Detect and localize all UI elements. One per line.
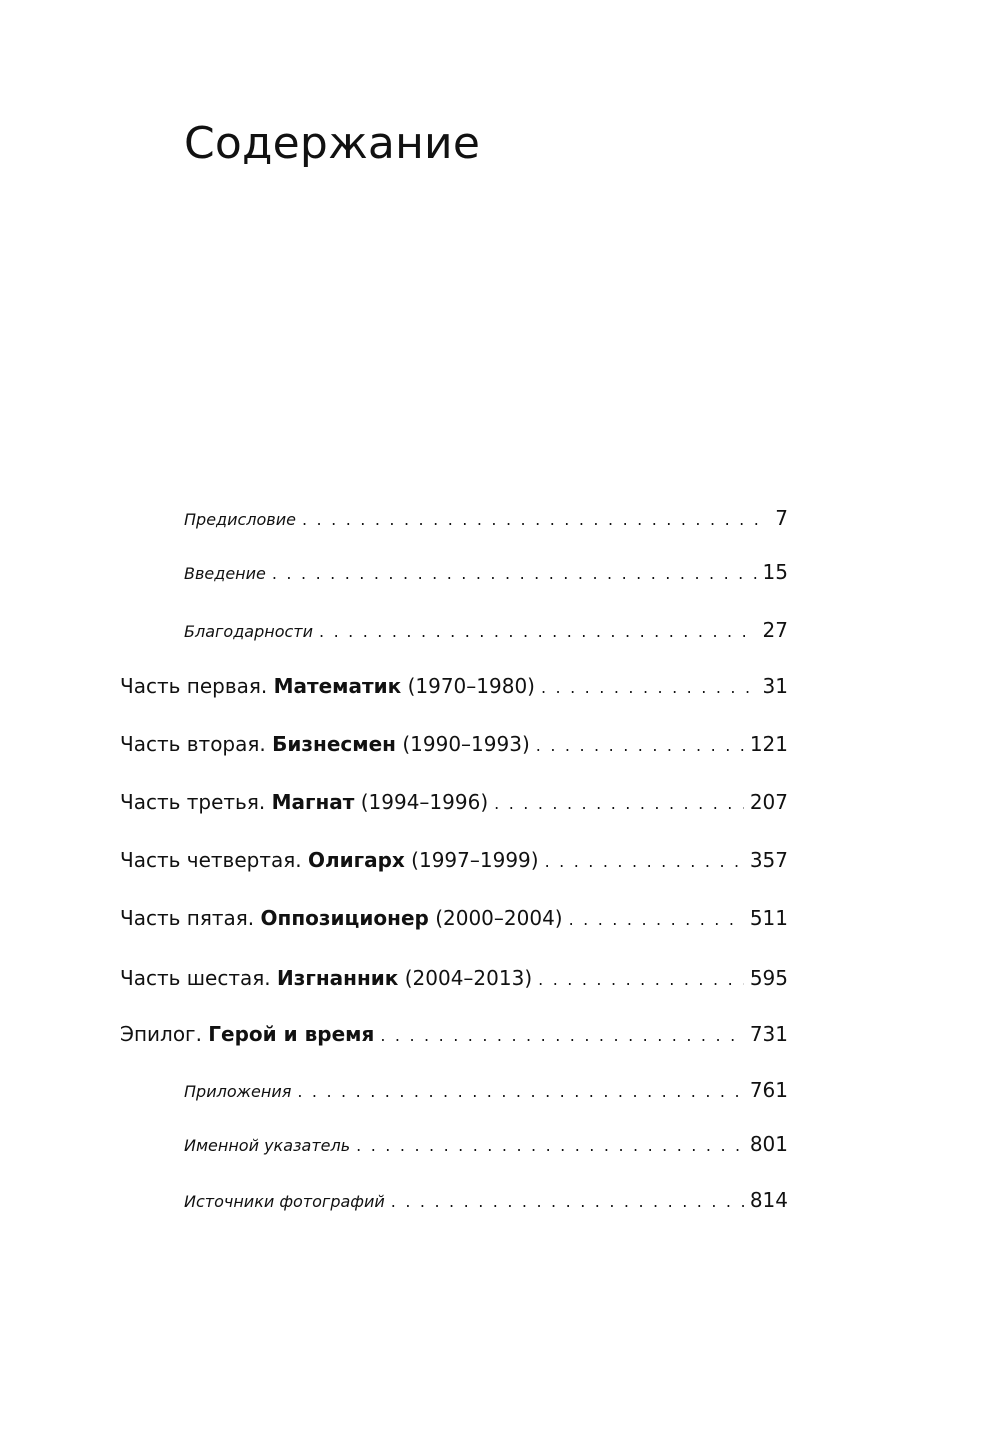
toc-entry-page: 27 — [762, 618, 788, 642]
dot-leader — [319, 622, 757, 641]
dot-leader — [494, 794, 744, 813]
toc-entry-page: 7 — [775, 506, 788, 530]
toc-entry-part-4 — [120, 848, 788, 872]
toc-entry-label — [120, 1022, 374, 1046]
part-prefix: Эпилог. — [120, 1022, 202, 1046]
part-years: (1997–1999) — [411, 848, 539, 872]
toc-entry-label: Источники фотографий — [184, 1192, 385, 1211]
toc-entry-appendices — [184, 1078, 788, 1102]
toc-entry-part-5 — [120, 906, 788, 930]
dot-leader — [297, 1082, 743, 1101]
toc-entry-label: Именной указатель — [184, 1136, 351, 1155]
part-title: Математик — [273, 674, 402, 698]
dot-leader — [356, 1136, 744, 1155]
toc-entry-label: Приложения — [184, 1082, 292, 1101]
part-title: Магнат — [271, 790, 355, 814]
dot-leader — [380, 1026, 743, 1045]
toc-entry-part-1 — [120, 674, 788, 698]
toc-entry-part-6 — [120, 966, 788, 990]
toc-entry-page: 15 — [762, 560, 788, 584]
part-title: Оппозиционер — [260, 906, 429, 930]
toc-entry-name-index — [184, 1132, 788, 1156]
toc-entry-introduction — [184, 560, 788, 584]
part-prefix: Часть третья. — [120, 790, 266, 814]
toc-entry-acknowledgements — [184, 618, 788, 642]
dot-leader — [272, 564, 757, 583]
part-title: Герой и время — [208, 1022, 375, 1046]
dot-leader — [391, 1192, 744, 1211]
part-years: (1970–1980) — [407, 674, 535, 698]
part-prefix: Часть пятая. — [120, 906, 255, 930]
toc-entry-label — [120, 848, 539, 872]
toc-entry-page: 814 — [749, 1188, 788, 1212]
part-title: Изгнанник — [277, 966, 399, 990]
toc-entry-page: 731 — [749, 1022, 788, 1046]
toc-entry-label: Предисловие — [184, 510, 296, 529]
toc-entry-preface — [184, 506, 788, 530]
toc-entry-label — [120, 966, 532, 990]
part-years: (1990–1993) — [402, 732, 530, 756]
toc-entry-page: 207 — [749, 790, 788, 814]
dot-leader — [541, 678, 757, 697]
toc-entry-page: 761 — [749, 1078, 788, 1102]
part-years: (1994–1996) — [360, 790, 489, 814]
part-title: Олигарх — [307, 848, 405, 872]
toc-entry-part-3 — [120, 790, 788, 814]
toc-entry-photo-sources — [184, 1188, 788, 1212]
toc-entry-label — [120, 790, 488, 814]
toc-entry-label — [120, 674, 535, 698]
part-years: (2004–2013) — [404, 966, 533, 990]
toc-entry-page: 31 — [762, 674, 788, 698]
toc-entry-page: 121 — [749, 732, 788, 756]
page-title: Содержание — [184, 118, 481, 169]
part-years: (2000–2004) — [435, 906, 563, 930]
dot-leader — [538, 970, 744, 989]
toc-entry-label: Благодарности — [184, 622, 313, 641]
toc-entry-page: 595 — [749, 966, 788, 990]
toc-entry-label — [120, 732, 530, 756]
toc-entry-epilogue — [120, 1022, 788, 1046]
toc-entry-label — [120, 906, 563, 930]
toc-entry-label: Введение — [184, 564, 266, 583]
part-title: Бизнесмен — [272, 732, 396, 756]
dot-leader — [545, 852, 744, 871]
dot-leader — [536, 736, 744, 755]
part-prefix: Часть вторая. — [120, 732, 266, 756]
part-prefix: Часть шестая. — [120, 966, 271, 990]
part-prefix: Часть четвертая. — [120, 848, 302, 872]
toc-entry-page: 511 — [749, 906, 788, 930]
toc-entry-page: 801 — [749, 1132, 788, 1156]
toc-entry-part-2 — [120, 732, 788, 756]
part-prefix: Часть первая. — [120, 674, 268, 698]
dot-leader — [569, 910, 744, 929]
toc-entry-page: 357 — [749, 848, 788, 872]
dot-leader — [302, 510, 758, 529]
